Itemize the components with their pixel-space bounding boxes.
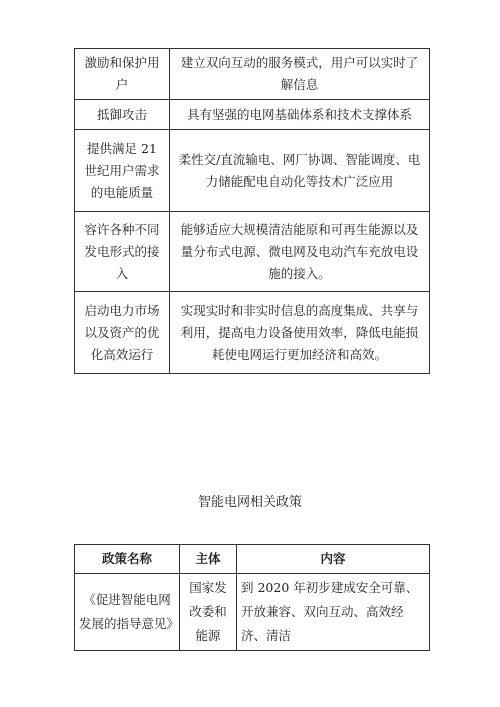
table-row [75, 100, 430, 130]
table-row [75, 49, 430, 100]
description-cell: 柔性交/直流输电、网厂协调、智能调度、电力储能配电自动化等技术广泛应用 [170, 130, 430, 212]
table-row [75, 574, 430, 651]
description-cell: 实现实时和非实时信息的高度集成、共享与利用，提高电力设备使用效率，降低电能损耗使电网运行更加经济和高效。 [170, 292, 430, 374]
table-row [75, 130, 430, 212]
description-cell: 具有坚强的电网基础体系和技术支撑体系 [170, 100, 430, 130]
column-header-name: 政策名称 [75, 545, 180, 574]
table-header-row [75, 545, 430, 574]
feature-cell: 激励和保护用户 [75, 49, 170, 100]
feature-table [74, 48, 430, 374]
description-cell: 能够适应大规模清洁能原和可再生能源以及量分布式电源、微电网及电动汽车充放电设施的接入。 [170, 212, 430, 292]
policy-content-cell: 到 2020 年初步建成安全可靠、开放兼容、双向互动、高效经济、清洁 [237, 574, 430, 651]
section-title: 智能电网相关政策 [197, 495, 302, 510]
feature-cell: 启动电力市场以及资产的优化高效运行 [75, 292, 170, 374]
column-header-body: 主体 [180, 545, 237, 574]
feature-cell: 容许各种不同发电形式的接入 [75, 212, 170, 292]
feature-cell: 抵御攻击 [75, 100, 170, 130]
feature-cell: 提供满足 21 世纪用户需求的电能质量 [75, 130, 170, 212]
policy-table [74, 544, 430, 651]
description-cell: 建立双向互动的服务模式，用户可以实时了解信息 [170, 49, 430, 100]
policy-body-cell: 国家发改委和能源 [180, 574, 237, 651]
table-row [75, 212, 430, 292]
policy-name-cell: 《促进智能电网发展的指导意见》 [75, 574, 180, 651]
table-row [75, 292, 430, 374]
column-header-content: 内容 [237, 545, 430, 574]
